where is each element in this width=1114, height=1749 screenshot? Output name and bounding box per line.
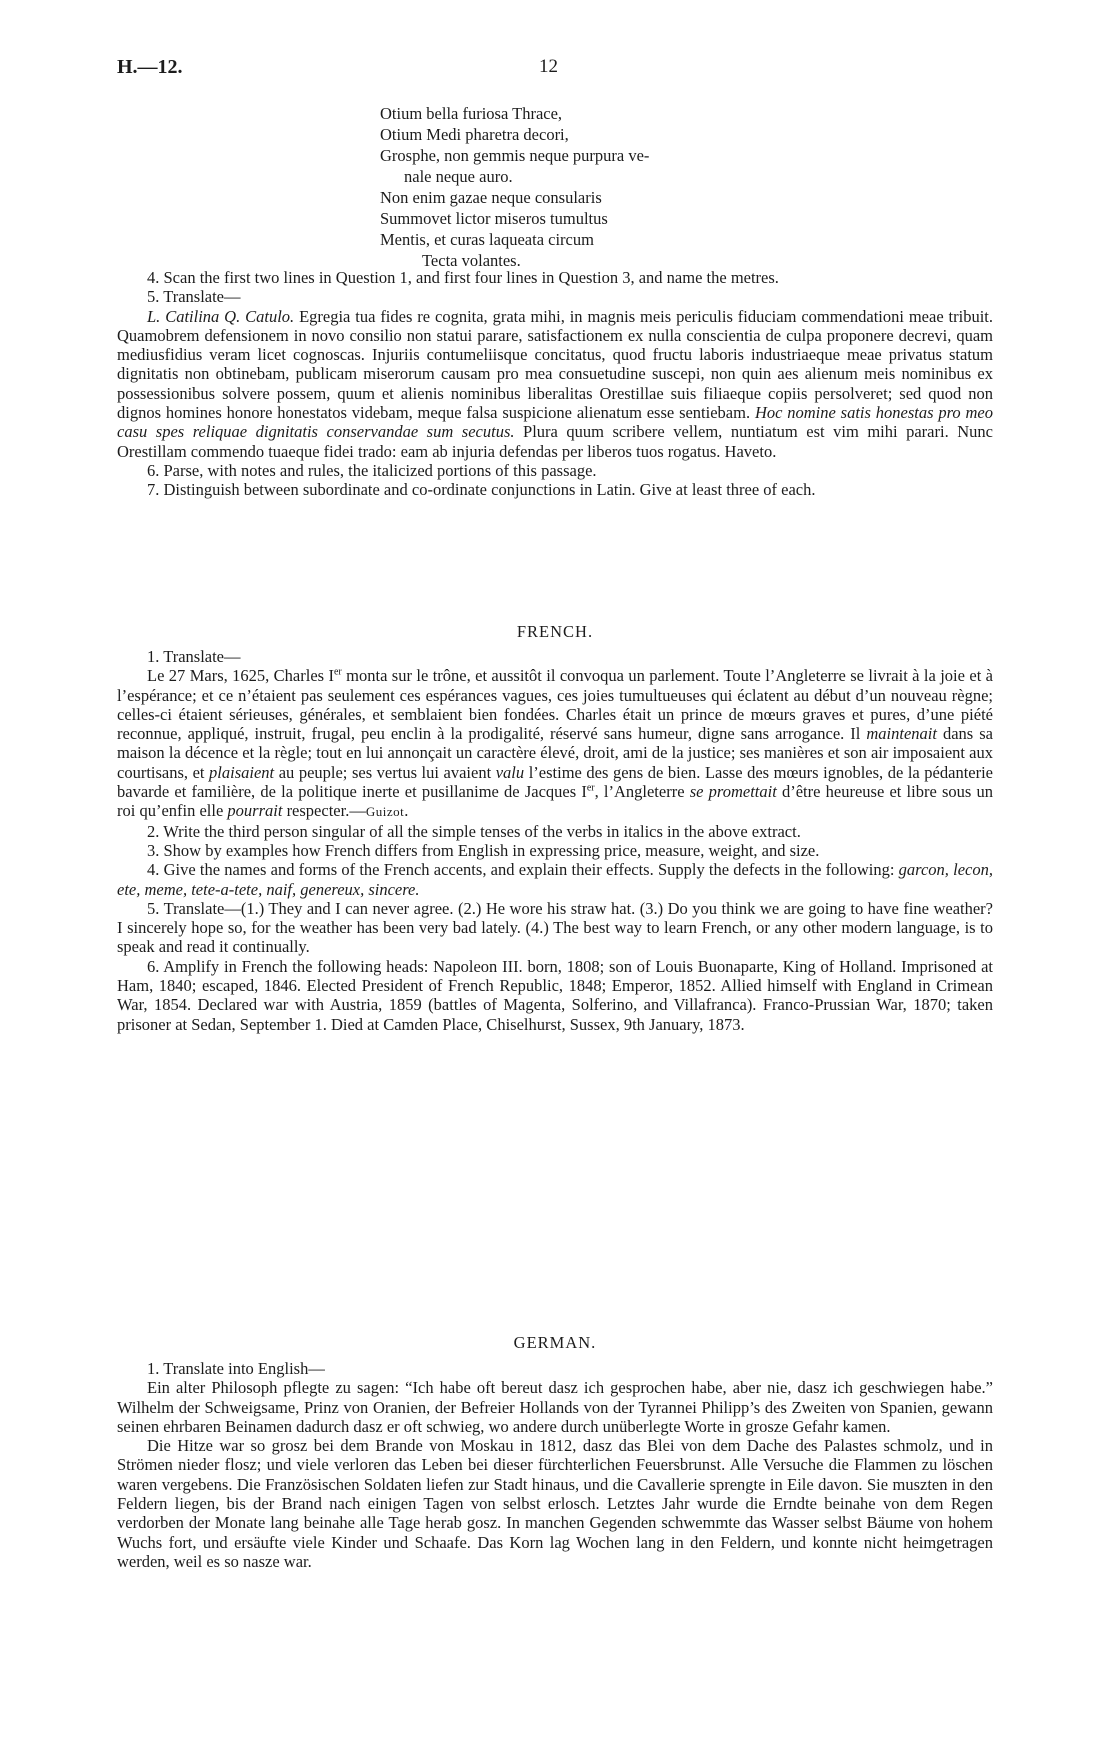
latin-question-5: 5. Translate— (147, 287, 241, 307)
french-question-6: 6. Amplify in French the following heads: Napoleon III. born, 1808; son of Louis Buonaparte, King of Holland. Imprisoned at Ham, 1840; escaped, 1846. Elected President of French Republic, 1848; Emperor, 1852. Allied himself with England in Crimean War, 1854. Declared war with Austria, 1859 (battles of Magenta, Solferino, and Villafranca). Franco-Prussian War, 1870; taken prisoner at Sedan, September 1. Died at Camden Place, Chiselhurst, Sussex, 9th January, 1873. (117, 956, 993, 1034)
poem-line: Otium bella furiosa Thrace, (380, 104, 563, 123)
poem-line: Summovet lictor miseros tumultus (380, 209, 608, 228)
german-heading: GERMAN. (513, 1333, 597, 1352)
latin-passage: L. Catilina Q. Catulo. Egregia tua fides re cognita, grata mihi, in magnis meis periculis fiduciam commendationi meae tribuit. Quamobrem defensionem in novo consilio non statui parare, satisfactionem ex nulla conscientia de culpa proponere decrevi, quam mediusfidius veram licet cognoscas. Injuriis contumeliisque concitatus, quod fructu laboris industriaeque meae privatus statum dignitatis non obtinebam, publicam miserorum causam pro mea consuetudine suscepi, non quin aes alienum meis nominibus ex possessionibus solvere possem, quum et alienis nominibus liberalitas Orestillae suis filiaeque copiis persolveret; sed quod non dignos homines honore honestatos videbam, meque falsa suspicione alienatum esse sentiebam. Hoc nomine satis honestas pro meo casu spes reliquae dignitatis conservandae sum secutus. Plura quum scribere vellem, nuntiatum est vim mihi parari. Nunc Orestillam commendo tuaeque fidei trado: eam ab injuria defendas per liberos tuos rogatus. Haveto. (117, 306, 994, 461)
french-question-1: 1. Translate— (147, 647, 241, 666)
poem-line: Mentis, et curas laqueata circum (380, 230, 594, 249)
latin-question-6: 6. Parse, with notes and rules, the italicized portions of this passage. (147, 460, 597, 480)
poem-line: Otium Medi pharetra decori, (380, 125, 569, 144)
poem-line: Non enim gazae neque consularis (380, 188, 602, 207)
french-section (117, 647, 993, 1034)
german-passage-1: Ein alter Philosoph pflegte zu sagen: “Ich habe oft bereut dasz ich gesprochen habe, aber nie, dasz ich geschwiegen habe.” Wilhelm der Schweigsame, Prinz von Oranien, der Befreier Hollands von der Tyrannei Philipp’s des Zweiten von Spanien, gewann seinen ehrbaren Beinamen dadurch dasz er oft schwieg, wo andere durch unüberlegte Worte in grosze Gefahr kamen. (117, 1378, 993, 1436)
latin-questions (117, 268, 993, 500)
poem-line: Tecta volantes. (422, 251, 521, 270)
author-name: Guizot (365, 804, 405, 820)
french-question-2: 2. Write the third person singular of all the simple tenses of the verbs in italics in the above extract. (147, 821, 801, 841)
german-passage-2: Die Hitze war so grosz bei dem Brande von Moskau in 1812, dasz das Blei von dem Dache des Palastes schmolz, und in Strömen nieder flosz; und viele verloren das Leben bei dieser fürchterlichen Feuersbrunst. Alle Versuche die Flammen zu löschen waren vergebens. Die Französischen Soldaten liefen zur Stadt hinaus, und die Cavallerie sprengte in Eile davon. Sie muszten in den Feldern liegen, bis der Brand nach einigen Tagen von selbst erlosch. Letztes Jahr wurde die Erndte beinahe von dem Regen verdorben der Monate lang beinahe alle Tage herab gosz. In manchen Gegenden schwemmte das Wasser selbst Bäume von hohem Wuchs fort, und ersäufte viele Kinder und Schaafe. Das Korn lag Wochen lang in den Feldern, und konnte nicht heimgetragen werden, weil es so nasze war. (117, 1436, 993, 1571)
italic-sentence: Hoc nomine satis honestas pro meo casu spes reliquae dignitatis conservandae sum secutus. (117, 403, 994, 442)
page-number: 12 (539, 56, 558, 77)
french-question-5: 5. Translate—(1.) They and I can never agree. (2.) He wore his straw hat. (3.) Do you think we are going to have fine weather? I sincerely hope so, for the weather has been very bad lately. (4.) The best way to learn French, or any other modern language, is to speak and read it continually. (117, 898, 993, 957)
passage-address: L. Catilina Q. Catulo. (147, 306, 295, 326)
poem-line: nale neque auro. (404, 167, 513, 186)
latin-poem (380, 103, 649, 271)
french-question-3: 3. Show by examples how French differs from English in expressing price, measure, weight, and size. (147, 840, 820, 860)
latin-question-4: 4. Scan the first two lines in Question 1, and first four lines in Question 3, and name the metres. (147, 268, 779, 287)
french-heading: FRENCH. (516, 622, 594, 641)
french-passage: Le 27 Mars, 1625, Charles Ier monta sur le trône, et aussitôt il convoqua un parlement. Toute l’Angleterre se livrait à la joie et à l’espérance; et ce n’étaient pas seulement ces espérances vagues, ces joies tumultueuses qui éclatent au début d’un nouveau règne; celles-ci étaient sérieuses, générales, et semblaient bien fondées. Charles était un prince de mœurs graves et pures, d’une piété reconnue, appliqué, instruit, frugal, peu enclin à la prodigalité, réservé sans humeur, digne sans arrogance. Il maintenait dans sa maison la décence et la règle; tout en lui annonçait un caractère élevé, droit, ami de la justice; ses manières et son air imposaient aux courtisans, et plaisaient au peuple; ses vertus lui avaient valu l’estime des gens de bien. Lasse des mœurs ignobles, de la pédanterie bavarde et familière, de la politique inerte et pusillanime de Jacques Ier, l’Angleterre se promettait d’être heureuse et libre sous un roi qu’enfin elle pourrait respecter.—Guizot. (117, 666, 994, 821)
german-section (117, 1359, 993, 1571)
latin-question-7: 7. Distinguish between subordinate and co-ordinate conjunctions in Latin. Give at least three of each. (147, 480, 816, 500)
document-reference: H.—12. (117, 56, 183, 78)
german-question-1: 1. Translate into English— (147, 1359, 325, 1378)
poem-line: Grosphe, non gemmis neque purpura ve- (380, 146, 650, 165)
french-question-4: 4. Give the names and forms of the French accents, and explain their effects. Supply the defects in the following: garcon, lecon, ete, meme, tete-a-tete, naif, genereux, sincere. (117, 860, 993, 899)
